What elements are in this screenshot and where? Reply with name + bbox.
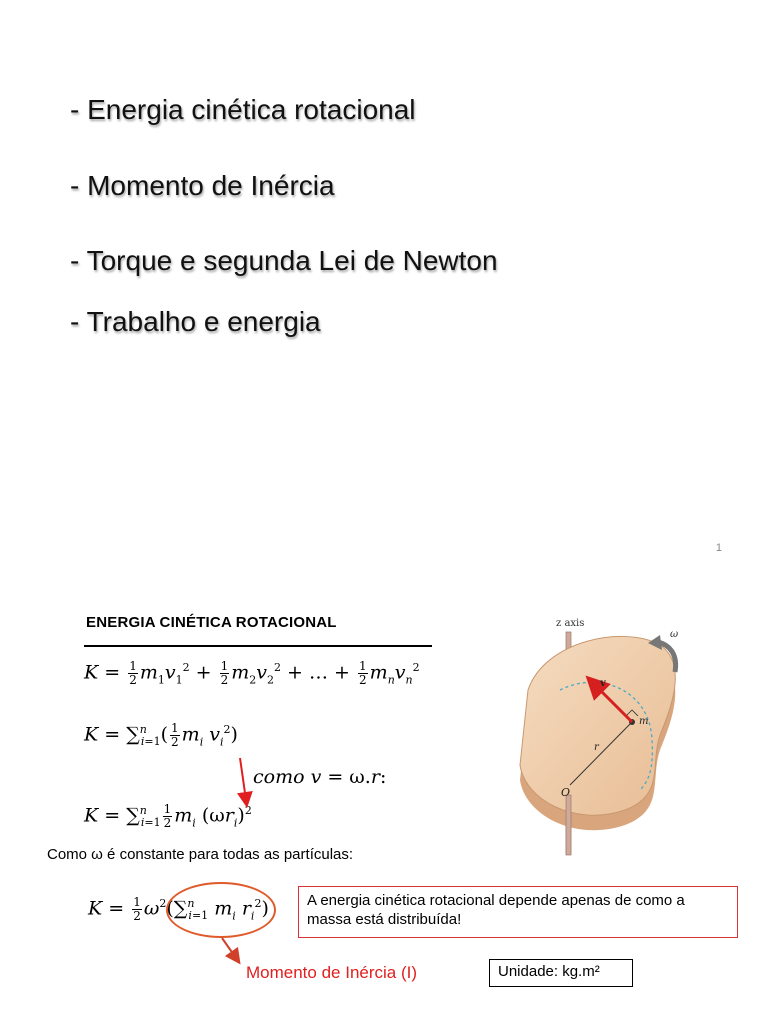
bullet-momento-inercia: - Momento de Inércia <box>70 170 335 201</box>
equation-kinetic-sigma: K = ∑$^n_{i=1}$( $\frac{1}{2}$ $m_i$ $v_i^2$) <box>84 721 238 749</box>
substitution-arrow <box>240 758 246 800</box>
mass-label: m <box>639 716 649 727</box>
origin-label: O <box>561 786 571 799</box>
velocity-label: v <box>600 678 606 689</box>
unit-box: Unidade: kg.m² <box>489 959 633 987</box>
bullet-trabalho: - Trabalho e energia <box>70 306 321 337</box>
radius-label: r <box>594 742 599 753</box>
moment-of-inertia-label: Momento de Inércia (I) <box>246 963 418 982</box>
bullet-energia-cinetica: - Energia cinética rotacional <box>70 94 416 125</box>
constant-omega-note: Como ω é constante para todas as partículas: <box>47 846 354 863</box>
equation-kinetic-omega: K = ∑$^n_{i=1}$ $\frac{1}{2}$ $m_i$ $(\omega r_i)^2$ <box>84 802 252 830</box>
equation-kinetic-final: K = $\frac{1}{2}$ $\omega^2(\sum^n_{i=1}$ $m_i$ $r_i^2$) <box>88 895 269 923</box>
bullet-torque: - Torque e segunda Lei de Newton <box>70 245 498 276</box>
inertia-arrow <box>222 938 236 958</box>
omega-label: ω <box>670 629 679 640</box>
section-title: ENERGIA CINÉTICA ROTACIONAL <box>86 614 337 631</box>
equation-velocity-relation: como v = ω.r: <box>253 766 387 788</box>
distribution-note-box: A energia cinética rotacional depende apenas de como a massa está distribuída! <box>298 886 738 938</box>
z-axis-label: z axis <box>556 618 585 629</box>
equation-kinetic-sum: K = $\frac{1}{2}$ $m_1v_1^2$ + $\frac{1}{2}$ $m_2v_2^2$ + … + $\frac{1}{2}$ $m_nv_n^2$ <box>84 659 420 687</box>
page-number: 1 <box>715 542 722 554</box>
